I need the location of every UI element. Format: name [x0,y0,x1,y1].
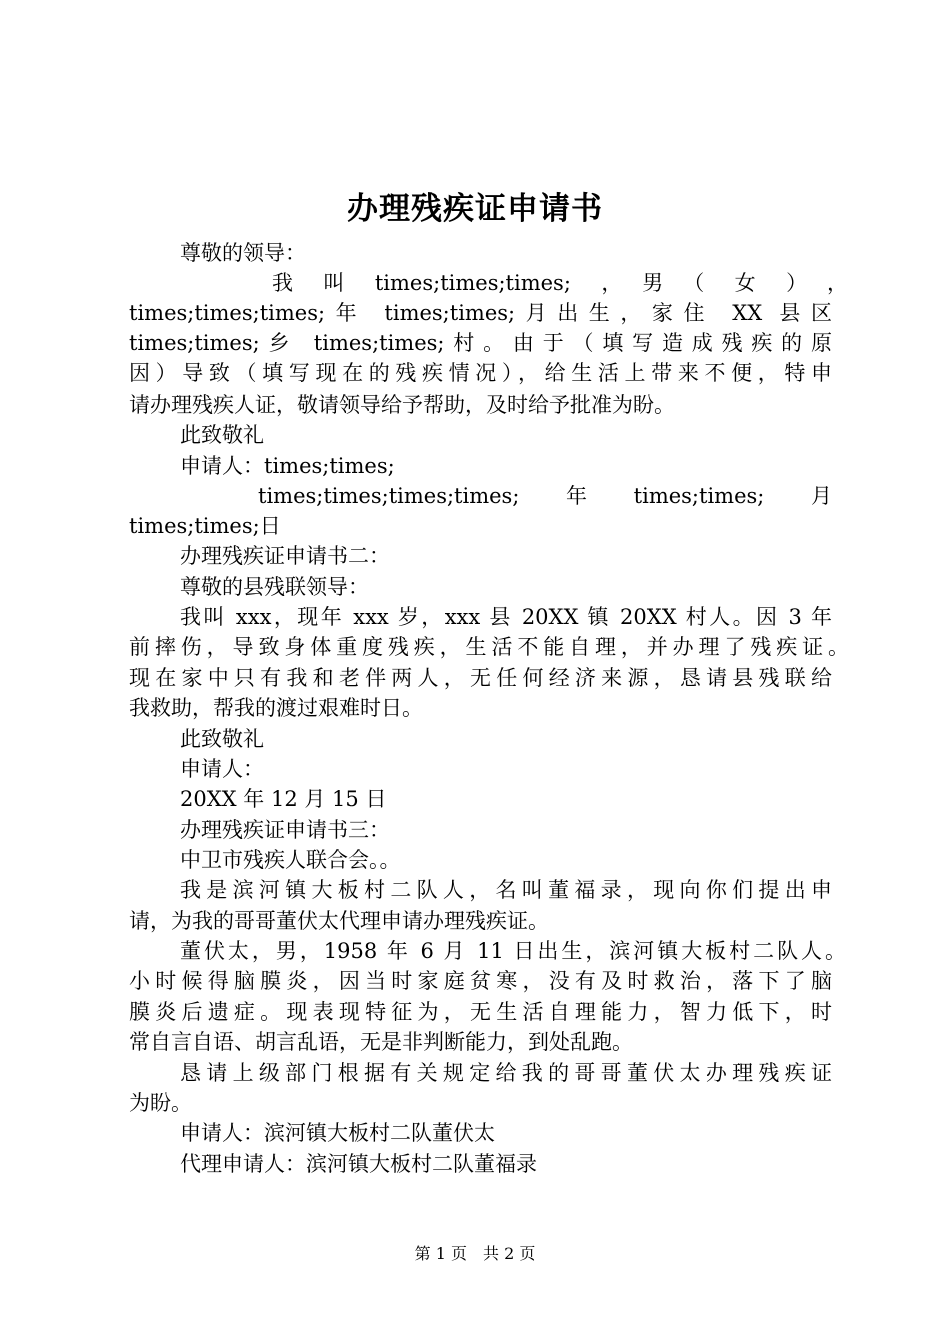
text-line: 办理残疾证申请书二： [180,544,390,568]
text-line: 代理申请人：滨河镇大板村二队董福录 [180,1152,537,1176]
text-line: 因）导致（填写现在的残疾情况），给生活上带来不便，特申 [129,361,832,385]
text-line: 尊敬的县残联领导： [180,575,369,599]
text-line: 中卫市残疾人联合会。。 [180,848,401,872]
page-title: 办理残疾证申请书 [347,191,603,227]
text-line: 恳请上级部门根据有关规定给我的哥哥董伏太办理残疾证 [180,1061,832,1085]
text-line: 为盼。 [129,1091,192,1115]
text-line: times;times;times;times; 年 times;times; 月 [258,484,832,508]
text-line: times;times;times;年 times;times;月出生，家住 XX 县区 [129,301,832,325]
text-line: 我 叫 times;times;times; ， 男 （ 女 ） ， [272,271,848,295]
text-line: 尊敬的领导： [180,241,306,265]
text-line: 常自言自语、胡言乱语，无是非判断能力，到处乱跑。 [129,1030,633,1054]
text-line: 申请人：滨河镇大板村二队董伏太 [180,1121,495,1145]
text-line: 我救助，帮我的渡过艰难时日。 [129,696,423,720]
text-line: 请，为我的哥哥董伏太代理申请办理残疾证。 [129,909,549,933]
text-line: 20XX 年 12 月 15 日 [180,787,387,811]
text-line: 小时候得脑膜炎，因当时家庭贫寒，没有及时救治，落下了脑 [129,969,832,993]
text-line: 董伏太，男，1958 年 6 月 11 日出生，滨河镇大板村二队人。 [180,939,846,963]
text-line: 请办理残疾人证，敬请领导给予帮助，及时给予批准为盼。 [129,393,675,417]
text-line: 现在家中只有我和老伴两人，无任何经济来源，恳请县残联给 [129,666,832,690]
page-number: 第 1 页 共 2 页 [414,1244,536,1263]
text-line: 此致敬礼 [180,727,264,751]
text-line: 申请人：times;times; [180,454,395,478]
text-line: 前摔伤，导致身体重度残疾，生活不能自理，并办理了残疾证。 [129,635,849,659]
text-line: 我叫 xxx，现年 xxx 岁，xxx 县 20XX 镇 20XX 村人。因 3 年 [180,605,832,629]
text-line: 膜炎后遗症。现表现特征为，无生活自理能力，智力低下，时 [129,1000,832,1024]
text-line: 申请人： [180,757,264,781]
text-line: 此致敬礼 [180,423,264,447]
text-line: 我是滨河镇大板村二队人，名叫董福录，现向你们提出申 [180,878,832,902]
text-line: times;times;日 [129,514,281,538]
text-line: 办理残疾证申请书三： [180,818,390,842]
text-line: times;times;乡 times;times;村。由于（填写造成残疾的原 [129,331,832,355]
